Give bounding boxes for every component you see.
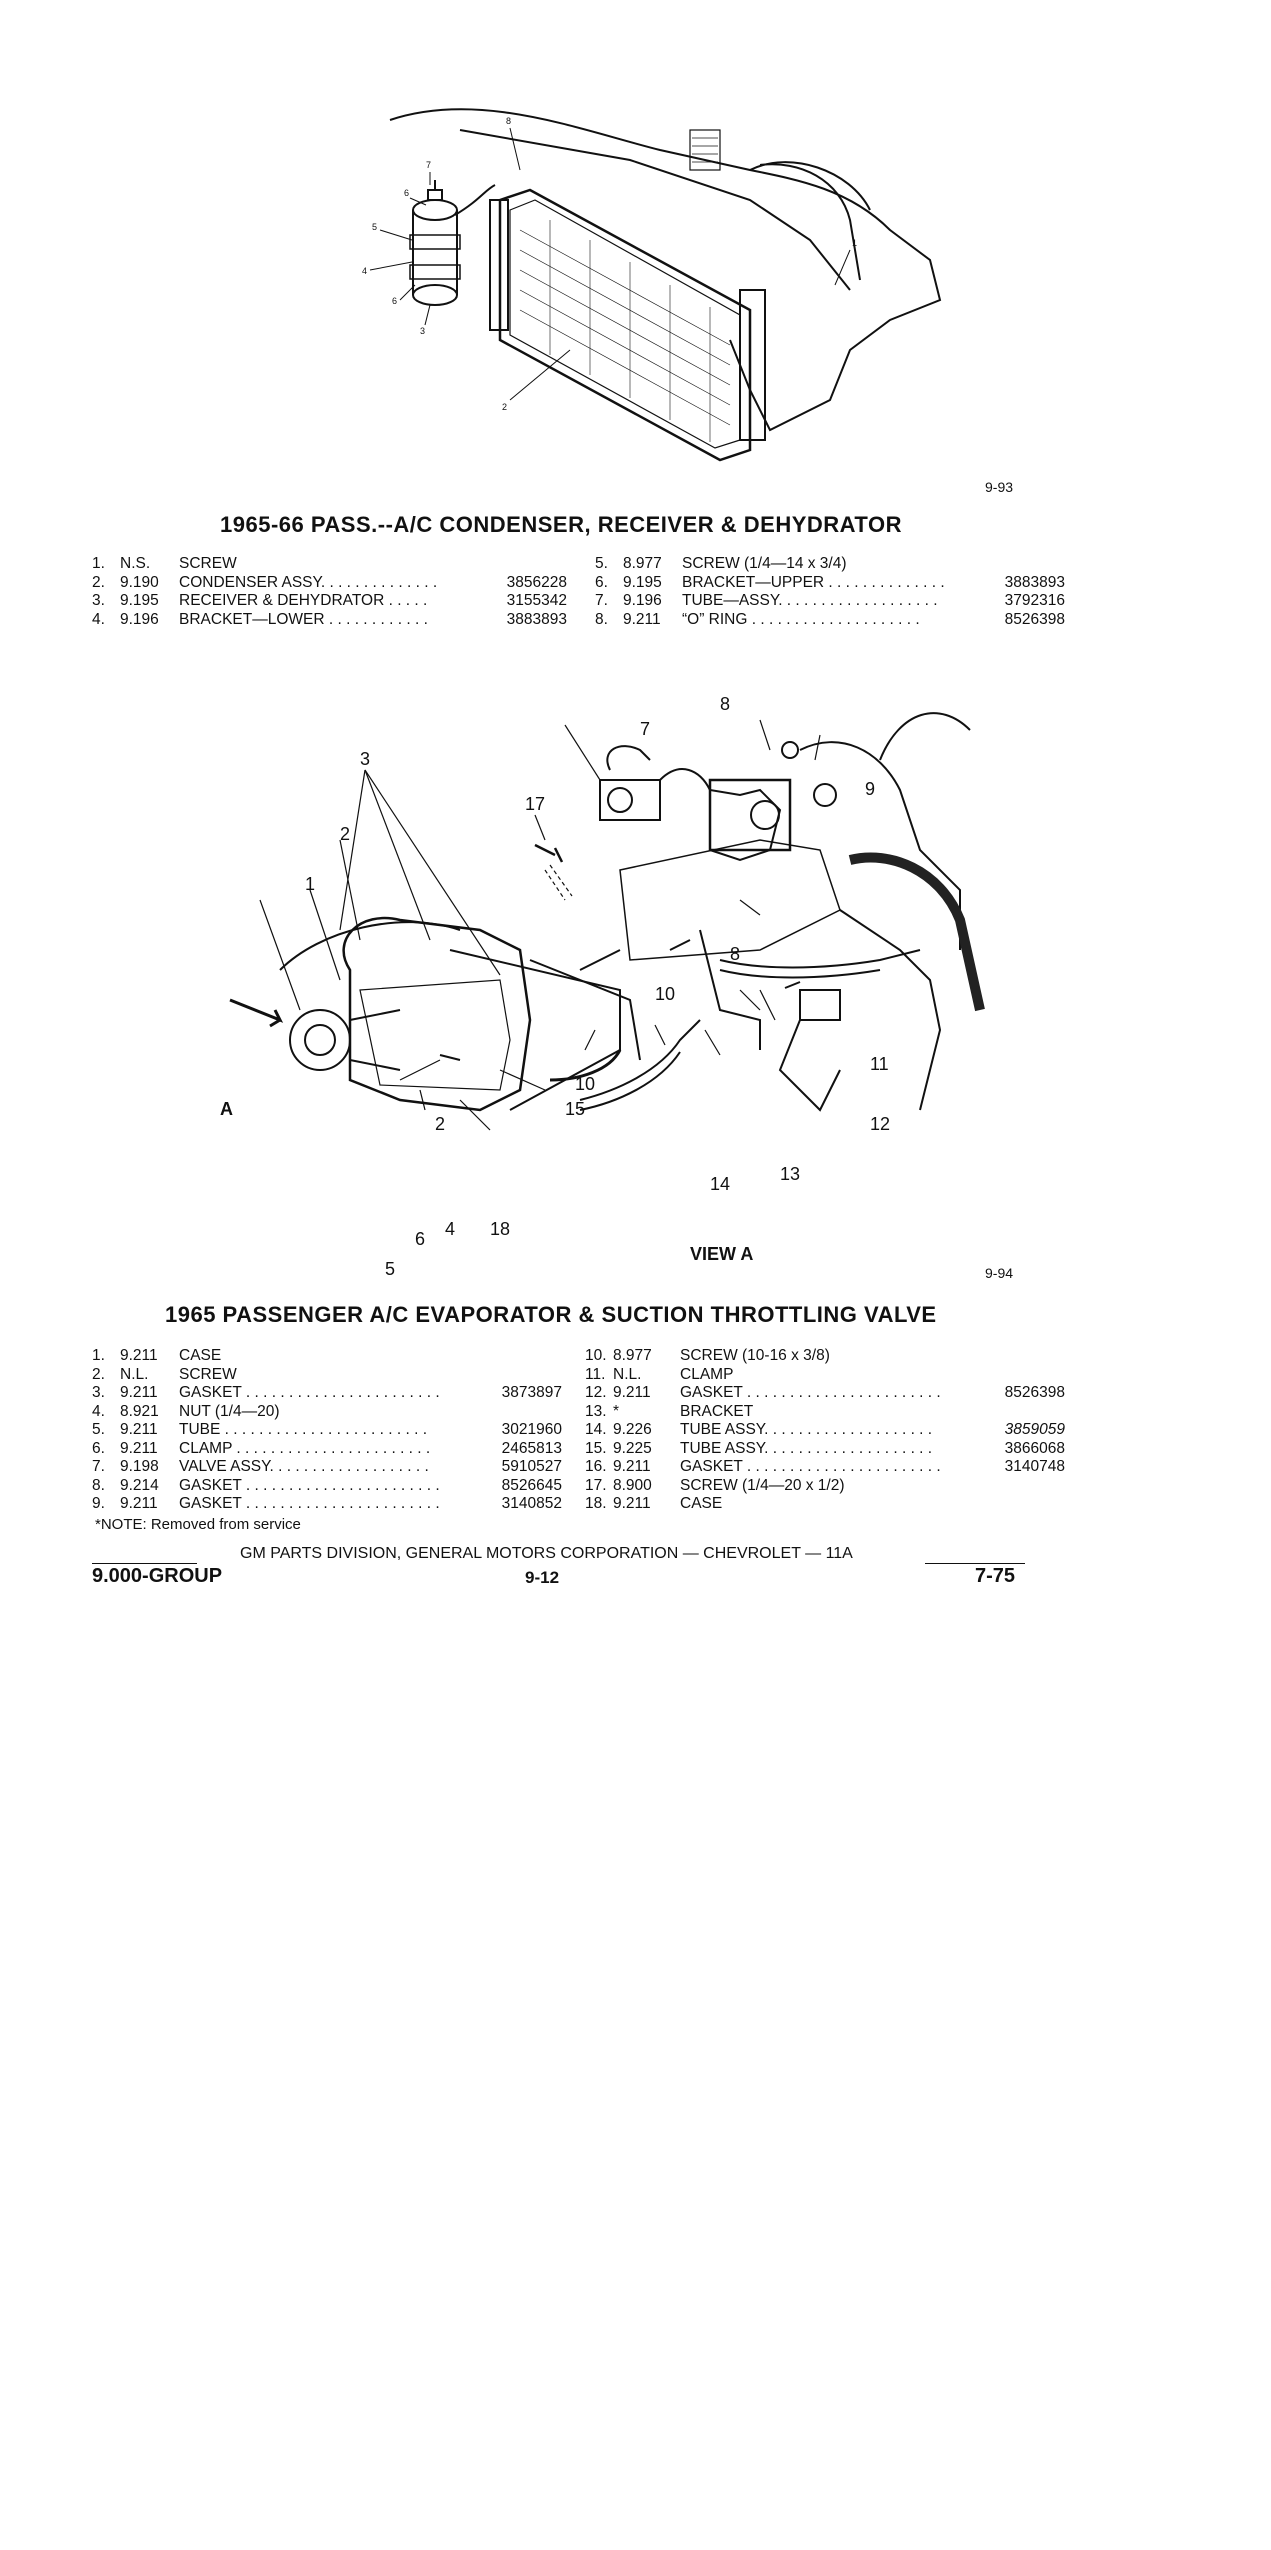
callout-1: 1: [305, 874, 316, 894]
footer-division: GM PARTS DIVISION, GENERAL MOTORS CORPORATION — CHEVROLET — 11A: [240, 1545, 853, 1562]
callout-6a: 6: [404, 188, 410, 198]
list-item: 7. 9.196 TUBE—ASSY. . . . . . . . . . . . . . . . . . . 3792316: [595, 592, 1065, 609]
parts-list-fig1-left: [92, 555, 567, 629]
callout-13: 13: [780, 1164, 801, 1184]
list-item: 10. 8.977 SCREW (10-16 x 3/8): [585, 1347, 830, 1364]
callout-5: 5: [385, 1259, 396, 1279]
arrow-label-a: A: [220, 1099, 233, 1119]
footer-page-number: 9-12: [525, 1568, 560, 1587]
list-item: 17. 8.900 SCREW (1/4—20 x 1/2): [585, 1476, 845, 1494]
callout-8a: 8: [720, 694, 731, 714]
list-item: 5. 9.211 TUBE . . . . . . . . . . . . . . . . . . . . . . . . 3021960: [92, 1421, 562, 1438]
list-item: 6. 9.195 BRACKET—UPPER . . . . . . . . . . . . . . 3883893: [595, 573, 1065, 591]
callout-6: 6: [415, 1229, 426, 1249]
list-item: 2. 9.190 CONDENSER ASSY. . . . . . . . . . . . . . 3856228: [92, 573, 567, 591]
callout-2b: 2: [435, 1114, 446, 1134]
footer-rule-right: [925, 1563, 1025, 1564]
list-item: 15. 9.225 TUBE ASSY. . . . . . . . . . . . . . . . . . . . 3866068: [585, 1439, 1065, 1457]
footer-group: 9.000-GROUP: [92, 1565, 223, 1587]
callout-2a: 2: [340, 824, 351, 844]
callout-5: 5: [372, 222, 378, 232]
parts-list-fig2-left: [92, 1347, 562, 1514]
callout-4: 4: [362, 266, 368, 276]
callout-18: 18: [490, 1219, 511, 1239]
note-removed: *NOTE: Removed from service: [95, 1516, 301, 1533]
list-item: 1. N.S. SCREW: [92, 555, 237, 572]
list-item: 7. 9.198 VALVE ASSY. . . . . . . . . . . . . . . . . . . 5910527: [92, 1458, 562, 1475]
callout-12: 12: [870, 1114, 891, 1134]
callout-8: 8: [506, 116, 512, 126]
list-item: 2. N.L. SCREW: [92, 1365, 237, 1383]
list-item: 9. 9.211 GASKET . . . . . . . . . . . . . . . . . . . . . . . 3140852: [92, 1495, 562, 1512]
callout-14: 14: [710, 1174, 731, 1194]
list-item: 8. 9.214 GASKET . . . . . . . . . . . . . . . . . . . . . . . 8526645: [92, 1476, 562, 1494]
list-item: 3. 9.195 RECEIVER & DEHYDRATOR . . . . . 3155342: [92, 592, 567, 609]
list-item: 4. 8.921 NUT (1/4—20): [92, 1402, 280, 1420]
parts-list-fig1-right: [595, 555, 1065, 629]
callout-2: 2: [502, 402, 508, 412]
callout-10a: 10: [655, 984, 676, 1004]
list-item: 16. 9.211 GASKET . . . . . . . . . . . . . . . . . . . . . . . 3140748: [585, 1458, 1065, 1475]
list-item: 4. 9.196 BRACKET—LOWER . . . . . . . . . . . . 3883893: [92, 610, 567, 628]
list-item: 8. 9.211 “O” RING . . . . . . . . . . . . . . . . . . . . 8526398: [595, 610, 1065, 628]
callout-7: 7: [426, 160, 432, 170]
callout-9: 9: [865, 779, 876, 799]
callout-11: 11: [870, 1054, 889, 1074]
parts-list-fig2-right: [585, 1347, 1065, 1514]
callout-4: 4: [445, 1219, 456, 1239]
footer-date: 7-75: [975, 1565, 1016, 1587]
callout-6b: 6: [392, 296, 398, 306]
list-item: 18. 9.211 CASE: [585, 1495, 723, 1512]
list-item: 3. 9.211 GASKET . . . . . . . . . . . . . . . . . . . . . . . 3873897: [92, 1384, 562, 1401]
callout-10b: 10: [575, 1074, 596, 1094]
view-a-label: VIEW A: [690, 1244, 754, 1264]
list-item: 14. 9.226 TUBE ASSY. . . . . . . . . . . . . . . . . . . . 3859059: [585, 1421, 1065, 1438]
condenser-illustration: [330, 90, 950, 490]
figure-ref-9-94: 9-94: [985, 1265, 1014, 1281]
callout-17: 17: [525, 794, 546, 814]
figure-title-evaporator: 1965 PASSENGER A/C EVAPORATOR & SUCTION THROTTLING VALVE: [165, 1302, 937, 1327]
figure-title-condenser: 1965-66 PASS.--A/C CONDENSER, RECEIVER & DEHYDRATOR: [220, 512, 902, 537]
callout-3: 3: [360, 749, 371, 769]
callout-1: 1: [852, 238, 858, 248]
list-item: 1. 9.211 CASE: [92, 1347, 222, 1364]
list-item: 5. 8.977 SCREW (1/4—14 x 3/4): [595, 555, 847, 572]
list-item: 6. 9.211 CLAMP . . . . . . . . . . . . . . . . . . . . . . . 2465813: [92, 1439, 562, 1457]
callout-8b: 8: [730, 944, 741, 964]
list-item: 13. * BRACKET: [585, 1402, 754, 1420]
figure-ref-9-93: 9-93: [985, 479, 1014, 495]
list-item: 11. N.L. CLAMP: [585, 1365, 734, 1383]
footer-rule-left: [92, 1563, 197, 1564]
list-item: 12. 9.211 GASKET . . . . . . . . . . . . . . . . . . . . . . . 8526398: [585, 1384, 1065, 1401]
callout-3: 3: [420, 326, 426, 336]
callout-15: 15: [565, 1099, 586, 1119]
evaporator-illustration: [200, 690, 1000, 1290]
callout-7: 7: [640, 719, 651, 739]
